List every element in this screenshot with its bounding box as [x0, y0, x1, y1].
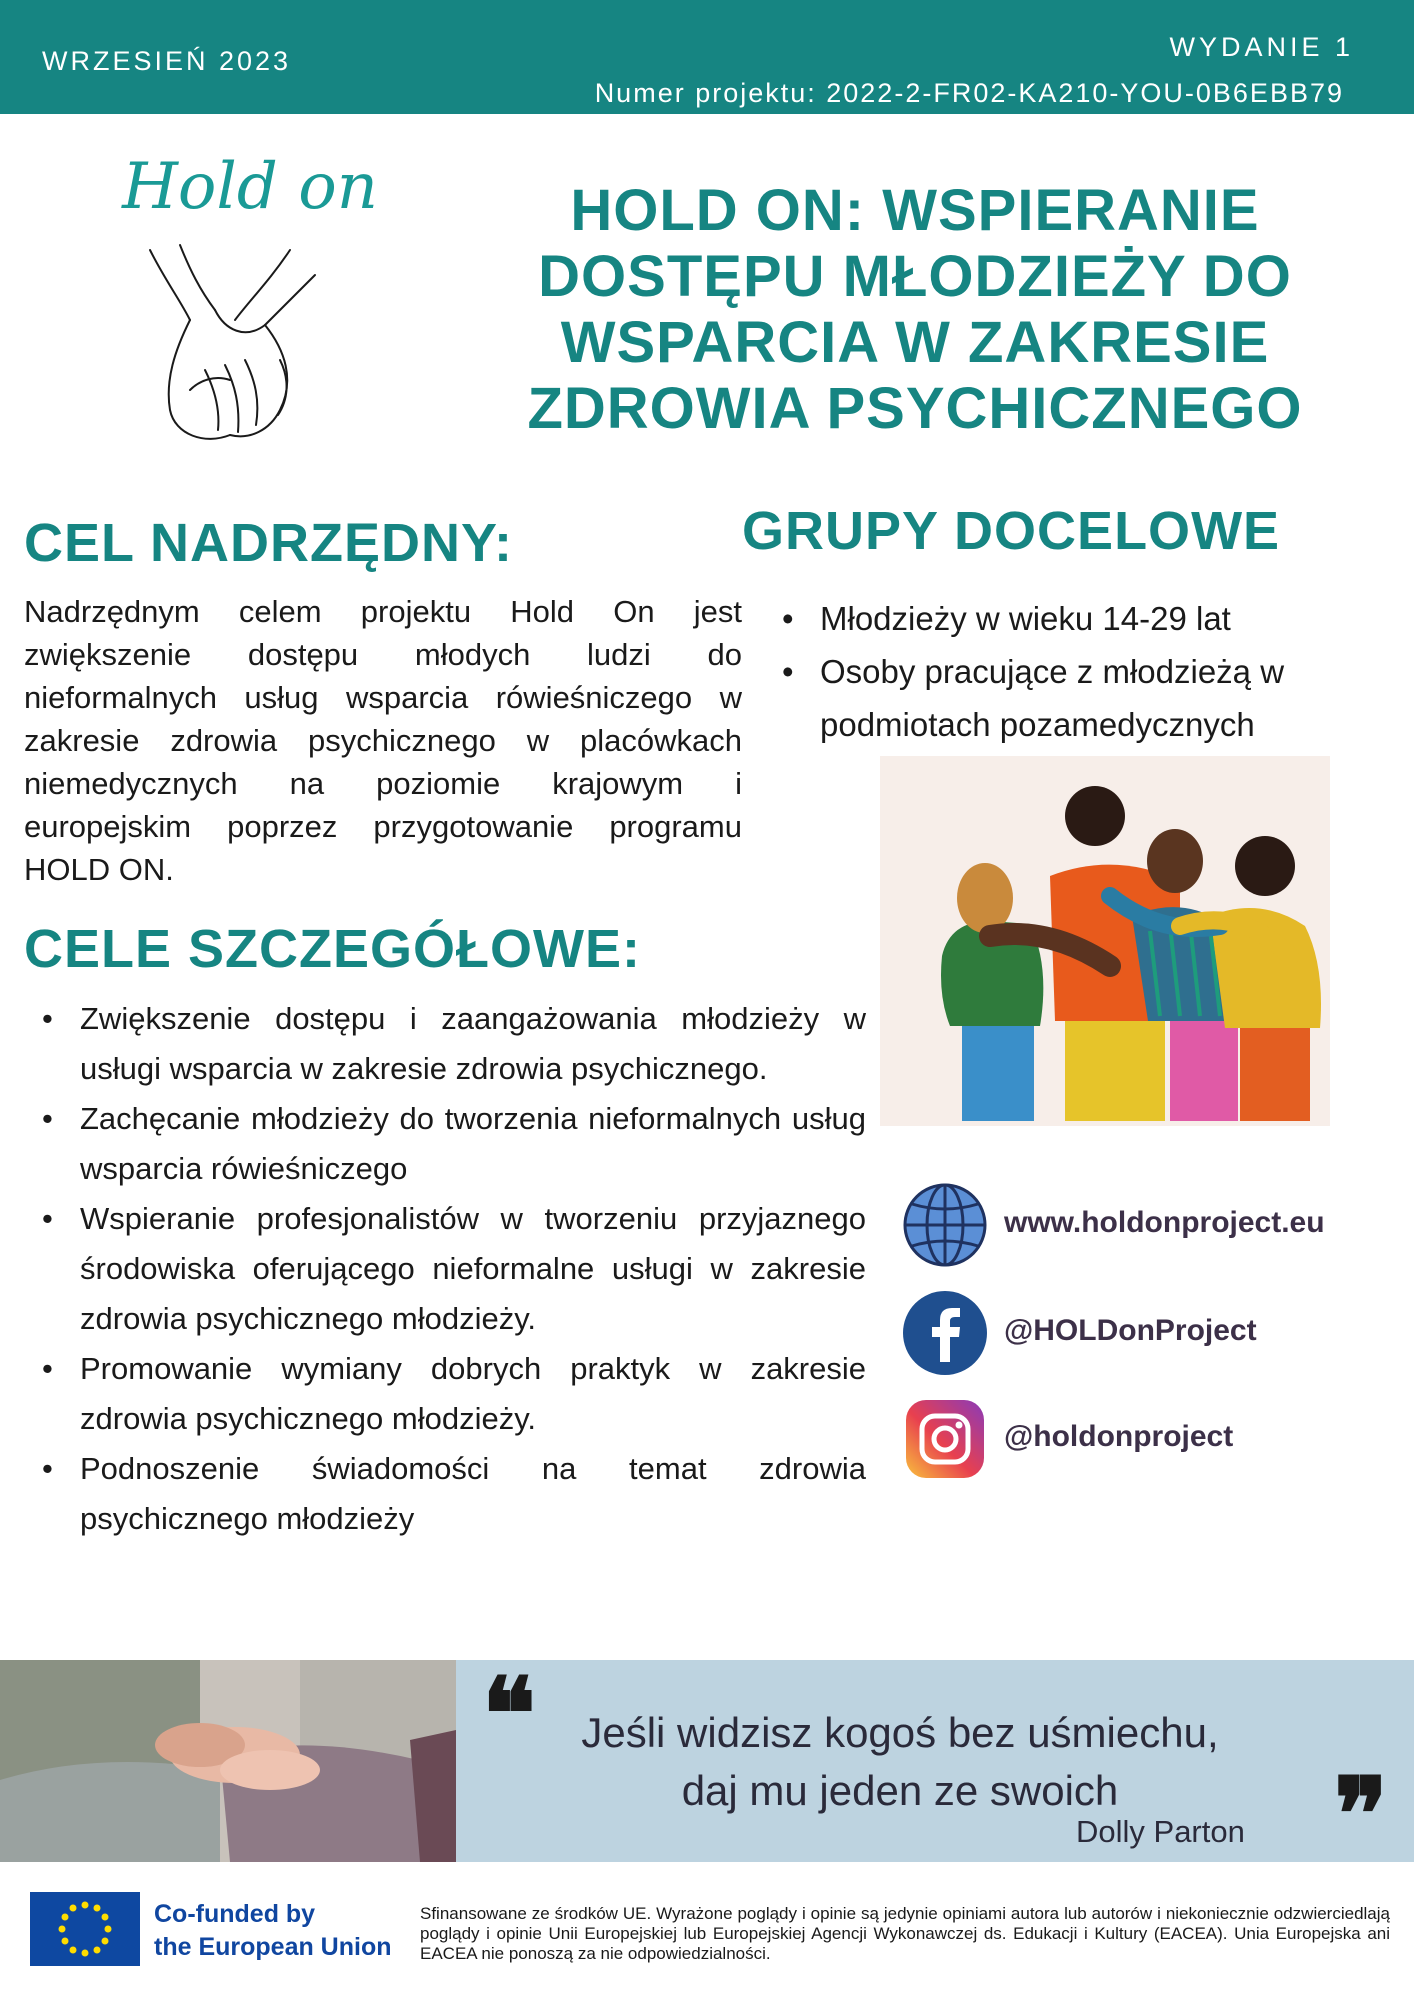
facebook-link[interactable] [902, 1290, 1382, 1380]
globe-icon [902, 1182, 988, 1268]
quote-line-2: daj mu jeden ze swoich [681, 1767, 1119, 1814]
close-quote-icon: ❞ [1334, 1755, 1388, 1873]
cofunded-line-2: the European Union [154, 1933, 392, 1961]
quote-author: Dolly Parton [1076, 1814, 1245, 1849]
website-link[interactable] [902, 1182, 1382, 1272]
page-title: HOLD ON: WSPIERANIE DOSTĘPU MŁODZIEŻY DO WSPARCIA W ZAKRESIE ZDROWIA PSYCHICZNEGO [527, 178, 1303, 441]
instagram-icon [902, 1396, 988, 1482]
instagram-label[interactable]: @holdonproject [1004, 1420, 1234, 1453]
website-label[interactable]: www.holdonproject.eu [1004, 1206, 1325, 1239]
goal-paragraph: Nadrzędnym celem projektu Hold On jest zwiększenie dostępu młodych ludzi do nieformalnych usług wsparcia rówieśniczego w zakresie zdrowia psychicznego w placówkach niemedycznych na poziomie krajowym i europejskim poprzez przygotowanie programu HOLD ON. [24, 594, 742, 887]
friends-hugging-illustration [880, 756, 1330, 1126]
eu-disclaimer: Sfinansowane ze środków UE. Wyrażone poglądy i opinie są jedynie opiniami autora lub autorów i niekoniecznie odzwierciedlają poglądy i opinie Unii Europejskiej lub Europejskiej Agencji Wykonawczej ds. Edukacji i Kultury (EACEA). Unia Europejska ani EACEA nie ponoszą za nie odpowiedzialności. [420, 1904, 1390, 1963]
edition-label: WYDANIE 1 [1169, 32, 1354, 62]
issue-date: WRZESIEŃ 2023 [42, 46, 292, 76]
eu-stars-icon [30, 1892, 140, 1966]
quote-line-1: Jeśli widzisz kogoś bez uśmiechu, [581, 1709, 1219, 1756]
holding-hands-icon [120, 240, 340, 460]
target-groups-heading: GRUPY DOCELOWE [742, 501, 1281, 561]
open-quote-icon: ❝ [482, 1655, 536, 1773]
logo-text: Hold on [122, 150, 378, 224]
project-number: Numer projektu: 2022-2-FR02-KA210-YOU-0B6EBB79 [594, 78, 1344, 108]
specific-goals-heading: CELE SZCZEGÓŁOWE: [24, 919, 641, 979]
hold-on-logo [60, 150, 380, 480]
facebook-icon [902, 1290, 988, 1376]
instagram-link[interactable] [902, 1396, 1382, 1486]
list-item: • Osoby pracujące z młodzieżą w podmiotach pozamedycznych [782, 645, 1382, 751]
target-groups-list [782, 592, 1382, 751]
list-item: • Młodzieży w wieku 14-29 lat [782, 592, 1382, 645]
list-item: • Zachęcanie młodzieży do tworzenia nieformalnych usług wsparcia rówieśniczego [36, 1094, 866, 1194]
list-item: • Podnoszenie świadomości na temat zdrowia psychicznego młodzieży [36, 1444, 866, 1544]
holding-hands-photo [0, 1660, 456, 1862]
facebook-label[interactable]: @HOLDonProject [1004, 1314, 1257, 1347]
list-item: • Promowanie wymiany dobrych praktyk w zakresie zdrowia psychicznego młodzieży. [36, 1344, 866, 1444]
holding-hands-photo-icon [0, 1660, 456, 1862]
list-item: • Zwiększenie dostępu i zaangażowania młodzieży w usługi wsparcia w zakresie zdrowia psychicznego. [36, 994, 866, 1094]
list-item: • Wspieranie profesjonalistów w tworzeniu przyjaznego środowiska oferującego nieformalne usługi w zakresie zdrowia psychicznego młodzieży. [36, 1194, 866, 1344]
friends-hugging-icon [880, 756, 1330, 1126]
eu-flag-icon [30, 1892, 140, 1966]
quote-text [520, 1704, 1280, 1820]
eu-cofunded-label [154, 1898, 404, 1964]
specific-goals-list [36, 994, 866, 1544]
goal-heading: CEL NADRZĘDNY: [24, 513, 514, 573]
cofunded-line-1: Co-funded by [154, 1900, 316, 1928]
